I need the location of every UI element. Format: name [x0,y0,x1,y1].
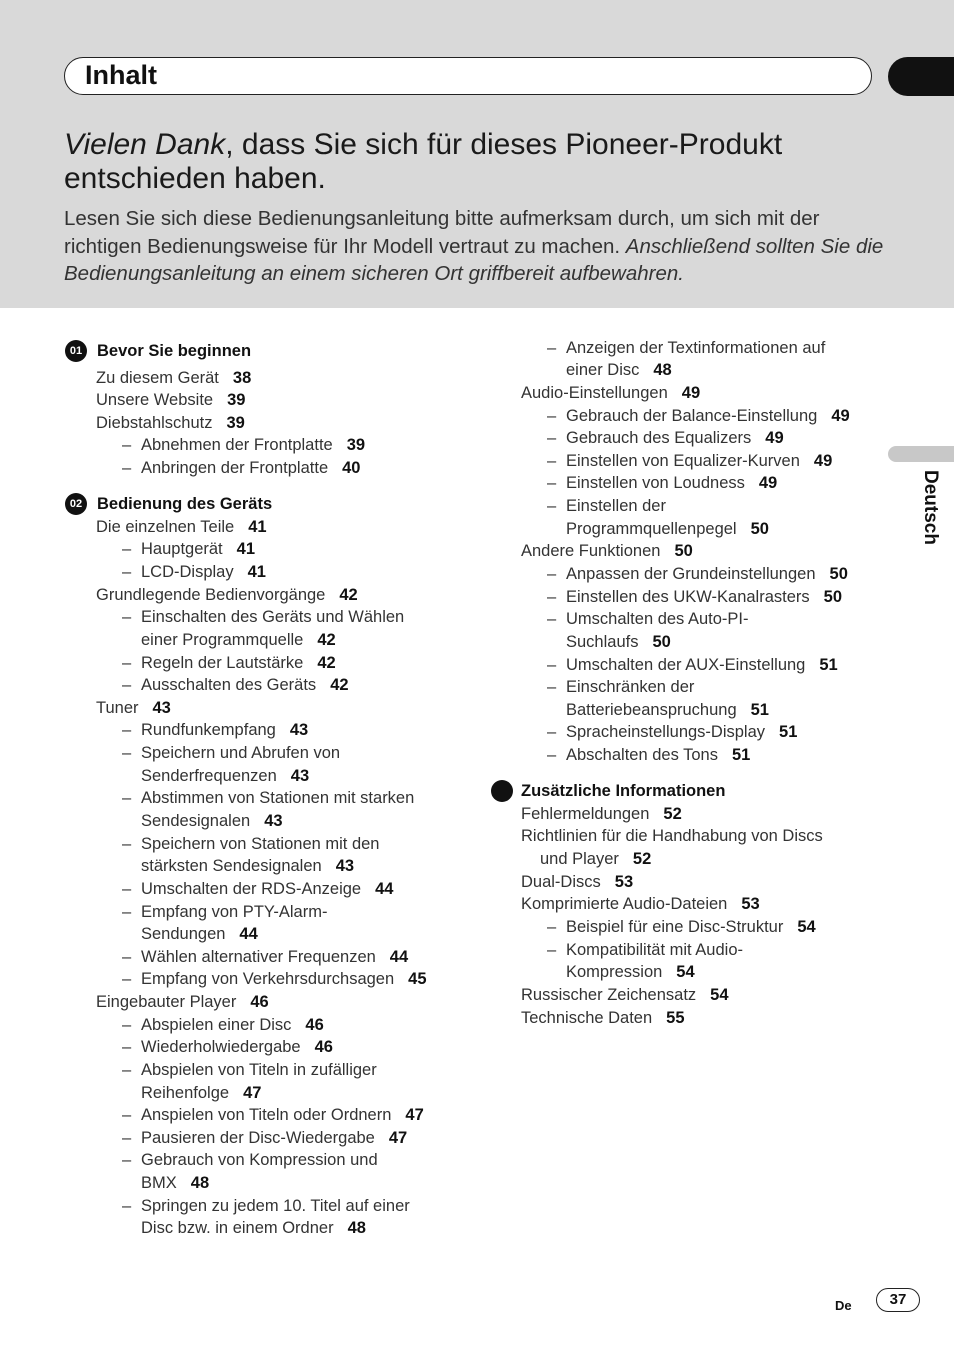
toc-subentry[interactable]: Anpassen der Grundeinstellungen 50 [566,565,848,583]
footer-page-number: 37 [876,1288,920,1312]
toc-dash: – [547,407,557,425]
toc-dash: – [122,948,132,966]
toc-entry[interactable]: Russischer Zeichensatz 54 [521,986,729,1004]
header-black-tab [888,57,954,96]
toc-subentry-cont[interactable]: einer Programmquelle 42 [141,631,336,649]
toc-subentry[interactable]: Einstellen von Equalizer-Kurven 49 [566,452,833,470]
toc-subentry-cont[interactable]: Sendungen 44 [141,925,258,943]
toc-dash: – [122,721,132,739]
toc-entry[interactable]: Richtlinien für die Handhabung von Discs [521,827,823,845]
toc-subentry[interactable]: Rundfunkempfang 43 [141,721,309,739]
toc-entry[interactable]: Audio-Einstellungen 49 [521,384,701,402]
toc-dash: – [122,676,132,694]
toc-subentry[interactable]: Speichern und Abrufen von [141,744,341,762]
toc-subentry[interactable]: Anbringen der Frontplatte 40 [141,459,361,477]
section-badge-03 [491,780,513,802]
toc-subentry[interactable]: Abspielen einer Disc 46 [141,1016,324,1034]
toc-entry[interactable]: Fehlermeldungen 52 [521,805,682,823]
section-title-03: Zusätzliche Informationen [521,782,726,800]
toc-subentry-cont[interactable]: Kompression 54 [566,963,695,981]
toc-subentry[interactable]: Kompatibilität mit Audio- [566,941,743,959]
toc-dash: – [122,540,132,558]
toc-subentry[interactable]: Anzeigen der Textinformationen auf [566,339,826,357]
section-badge-01: 01 [65,340,87,362]
toc-subentry[interactable]: Springen zu jedem 10. Titel auf einer [141,1197,410,1215]
toc-dash: – [122,880,132,898]
toc-dash: – [122,1061,132,1079]
toc-dash: – [122,436,132,454]
toc-subentry[interactable]: Wiederholwiedergabe 46 [141,1038,333,1056]
toc-dash: – [547,588,557,606]
toc-dash: – [122,1016,132,1034]
toc-dash: – [122,608,132,626]
toc-entry[interactable]: Grundlegende Bedienvorgänge 42 [96,586,358,604]
language-side-tab [888,446,954,462]
toc-dash: – [547,474,557,492]
toc-dash: – [122,563,132,581]
toc-dash: – [122,459,132,477]
toc-subentry[interactable]: Gebrauch von Kompression und [141,1151,378,1169]
toc-subentry[interactable]: Umschalten der AUX-Einstellung 51 [566,656,838,674]
toc-subentry[interactable]: Einstellen von Loudness 49 [566,474,778,492]
toc-entry[interactable]: Komprimierte Audio-Dateien 53 [521,895,760,913]
header-bar [64,57,872,95]
intro-italic: Anschließend sollten Sie die Bedienungsanleitung an einem sicheren Ort griffbereit aufbewahren. [64,234,884,285]
toc-subentry[interactable]: Umschalten der RDS-Anzeige 44 [141,880,394,898]
toc-subentry[interactable]: Gebrauch des Equalizers 49 [566,429,784,447]
toc-dash: – [122,1197,132,1215]
toc-dash: – [547,339,557,357]
toc-dash: – [547,656,557,674]
toc-subentry[interactable]: Beispiel für eine Disc-Struktur 54 [566,918,816,936]
toc-dash: – [122,903,132,921]
toc-entry[interactable]: Eingebauter Player 46 [96,993,269,1011]
headline-rest: , dass Sie sich für dieses Pioneer-Produkt entschieden haben. [64,128,783,195]
toc-dash: – [547,452,557,470]
toc-subentry-cont[interactable]: BMX 48 [141,1174,210,1192]
toc-dash: – [547,941,557,959]
toc-dash: – [547,918,557,936]
toc-dash: – [122,654,132,672]
toc-dash: – [547,497,557,515]
toc-subentry[interactable]: Einschalten des Geräts und Wählen [141,608,405,626]
toc-dash: – [547,429,557,447]
toc-subentry[interactable]: Hauptgerät 41 [141,540,255,558]
toc-dash: – [122,744,132,762]
toc-subentry-cont[interactable]: Programmquellenpegel 50 [566,520,769,538]
toc-subentry-cont[interactable]: Senderfrequenzen 43 [141,767,310,785]
toc-subentry[interactable]: Empfang von Verkehrsdurchsagen 45 [141,970,427,988]
toc-entry[interactable]: Andere Funktionen 50 [521,542,693,560]
toc-dash: – [547,723,557,741]
intro-paragraph [64,205,894,288]
toc-subentry-cont[interactable]: Batteriebeanspruchung 51 [566,701,769,719]
toc-entry[interactable]: Zu diesem Gerät 38 [96,369,252,387]
toc-subentry[interactable]: Einschränken der [566,678,695,696]
toc-entry-cont[interactable]: und Player 52 [540,850,652,868]
headline-italic: Vielen Dank [64,128,226,161]
toc-subentry-cont[interactable]: Reihenfolge 47 [141,1084,262,1102]
toc-dash: – [547,565,557,583]
toc-subentry[interactable]: Anspielen von Titeln oder Ordnern 47 [141,1106,424,1124]
toc-dash: – [122,835,132,853]
toc-subentry-cont[interactable]: Disc bzw. in einem Ordner 48 [141,1219,366,1237]
toc-subentry-cont[interactable]: Sendesignalen 43 [141,812,283,830]
toc-subentry[interactable]: Gebrauch der Balance-Einstellung 49 [566,407,850,425]
toc-subentry-cont[interactable]: Suchlaufs 50 [566,633,671,651]
toc-dash: – [122,970,132,988]
section-title-02: Bedienung des Geräts [97,495,273,513]
footer-language-code: De [835,1298,852,1313]
toc-dash: – [122,1038,132,1056]
header-title: Inhalt [85,60,157,90]
page-headline [64,128,884,196]
toc-dash: – [547,610,557,628]
toc-dash: – [122,1129,132,1147]
toc-dash: – [547,678,557,696]
toc-subentry[interactable]: Empfang von PTY-Alarm- [141,903,328,921]
toc-subentry[interactable]: Einstellen des UKW-Kanalrasters 50 [566,588,842,606]
language-side-label: Deutsch [920,470,941,545]
toc-entry[interactable]: Technische Daten 55 [521,1009,685,1027]
toc-subentry[interactable]: Ausschalten des Geräts 42 [141,676,349,694]
toc-entry[interactable]: Diebstahlschutz 39 [96,414,245,432]
toc-dash: – [122,789,132,807]
toc-subentry[interactable]: Regeln der Lautstärke 42 [141,654,336,672]
toc-subentry-cont[interactable]: einer Disc 48 [566,361,672,379]
section-badge-02: 02 [65,493,87,515]
toc-subentry[interactable]: Umschalten des Auto-PI- [566,610,749,628]
toc-subentry[interactable]: Speichern von Stationen mit den [141,835,380,853]
toc-entry[interactable]: Die einzelnen Teile 41 [96,518,267,536]
toc-subentry[interactable]: Abnehmen der Frontplatte 39 [141,436,366,454]
toc-subentry[interactable]: Abstimmen von Stationen mit starken [141,789,415,807]
toc-subentry[interactable]: Wählen alternativer Frequenzen 44 [141,948,409,966]
toc-subentry-cont[interactable]: stärksten Sendesignalen 43 [141,857,355,875]
section-title-01: Bevor Sie beginnen [97,342,252,360]
toc-dash: – [122,1151,132,1169]
toc-subentry[interactable]: Einstellen der [566,497,666,515]
toc-subentry[interactable]: Abspielen von Titeln in zufälliger [141,1061,377,1079]
toc-subentry[interactable]: Abschalten des Tons 51 [566,746,751,764]
toc-subentry[interactable]: Pausieren der Disc-Wiedergabe 47 [141,1129,408,1147]
toc-entry[interactable]: Dual-Discs 53 [521,873,634,891]
toc-subentry[interactable]: LCD-Display 41 [141,563,266,581]
toc-entry[interactable]: Unsere Website 39 [96,391,246,409]
toc-dash: – [122,1106,132,1124]
toc-dash: – [547,746,557,764]
intro-normal: Lesen Sie sich diese Bedienungsanleitung bitte aufmerksam durch, um sich mit der richtigen Bedienungsweise für Ihr Modell vertraut zu machen. [64,207,820,258]
toc-subentry[interactable]: Spracheinstellungs-Display 51 [566,723,798,741]
toc-entry[interactable]: Tuner 43 [96,699,171,717]
